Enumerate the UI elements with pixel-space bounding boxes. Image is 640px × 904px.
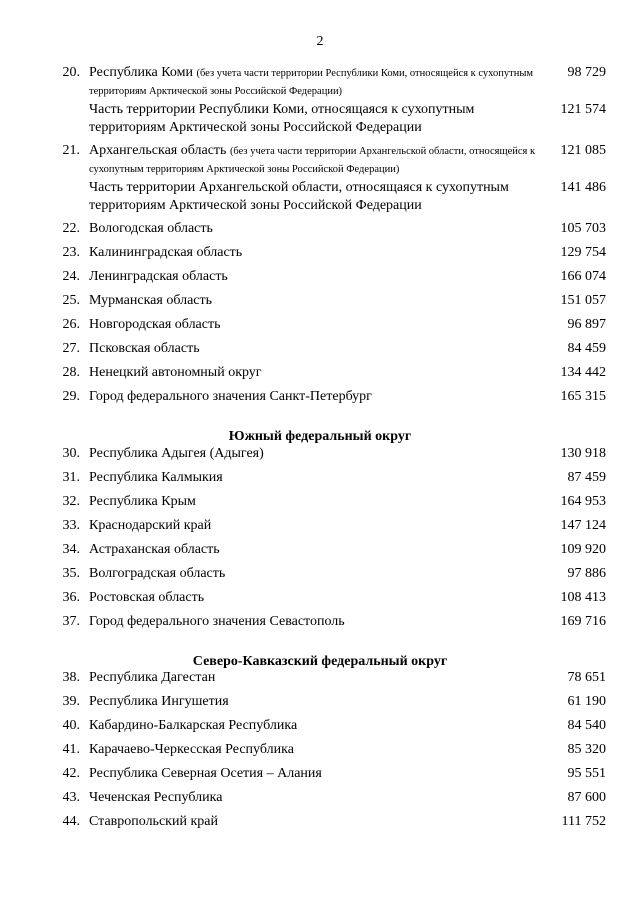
row-number: 29. <box>62 389 80 404</box>
row-name: Вологодская область <box>89 221 213 236</box>
row-value: 169 716 <box>560 614 606 629</box>
row-number: 24. <box>62 269 80 284</box>
row-name: Псковская область <box>89 341 200 356</box>
row-name: Республика Дагестан <box>89 670 216 685</box>
row-number: 22. <box>62 221 80 236</box>
row-name: Чеченская Республика <box>89 790 223 805</box>
row-value: 85 320 <box>567 742 606 757</box>
row-name: Ленинградская область <box>89 269 228 284</box>
row-name <box>89 142 547 178</box>
row-name: Республика Адыгея (Адыгея) <box>89 446 264 461</box>
row-value: 105 703 <box>560 221 606 236</box>
row-number: 31. <box>62 470 80 485</box>
row-name: Ненецкий автономный округ <box>89 365 262 380</box>
row-number: 41. <box>62 742 80 757</box>
row-name: Ростовская область <box>89 590 205 605</box>
row-number: 30. <box>62 446 80 461</box>
section-heading-north-caucasus: Северо-Кавказский федеральный округ <box>192 654 448 669</box>
page-number: 2 <box>316 34 324 49</box>
row-name: Часть территории Республики Коми, относящаяся к сухопутным территориям Арктической зоны Российской Федерации <box>89 102 475 135</box>
row-name: Республика Крым <box>89 494 196 509</box>
row-value: 87 459 <box>567 470 606 485</box>
row-value: 78 651 <box>567 670 606 685</box>
row-value: 84 540 <box>567 718 606 733</box>
row-name: Часть территории Архангельской области, относящаяся к сухопутным территориям Арктической зоны Российской Федерации <box>89 180 509 213</box>
row-number: 37. <box>62 614 80 629</box>
section-heading-south: Южный федеральный округ <box>228 429 412 444</box>
row-name: Калининградская область <box>89 245 243 260</box>
row-value: 97 886 <box>567 566 606 581</box>
row-number: 38. <box>62 670 80 685</box>
row-name: Астраханская область <box>89 542 220 557</box>
row-number: 32. <box>62 494 80 509</box>
row-value: 121 085 <box>560 143 606 158</box>
row-value: 141 486 <box>560 180 606 195</box>
row-number: 26. <box>62 317 80 332</box>
row-number: 40. <box>62 718 80 733</box>
row-value: 130 918 <box>560 446 606 461</box>
row-number: 21. <box>62 143 80 158</box>
row-number: 34. <box>62 542 80 557</box>
row-name: Новгородская область <box>89 317 221 332</box>
row-value: 108 413 <box>560 590 606 605</box>
row-value: 111 752 <box>561 814 606 829</box>
row-name: Город федерального значения Санкт-Петербург <box>89 389 372 404</box>
row-number: 28. <box>62 365 80 380</box>
row-name: Волгоградская область <box>89 566 226 581</box>
row-name <box>89 64 547 100</box>
row-name: Республика Северная Осетия – Алания <box>89 766 322 781</box>
row-number: 20. <box>62 65 80 80</box>
row-value: 109 920 <box>560 542 606 557</box>
row-name: Республика Ингушетия <box>89 694 229 709</box>
row-name: Мурманская область <box>89 293 213 308</box>
row-number: 43. <box>62 790 80 805</box>
row-name-main: Республика Коми <box>89 65 193 80</box>
row-number: 39. <box>62 694 80 709</box>
row-value: 151 057 <box>560 293 606 308</box>
row-number: 23. <box>62 245 80 260</box>
row-name: Краснодарский край <box>89 518 212 533</box>
row-value: 164 953 <box>560 494 606 509</box>
row-value: 95 551 <box>567 766 606 781</box>
row-note: (без учета части территории Архангельской области, относящейся к сухопутным территориям Арктической зоны Российской Федерации) <box>89 146 536 175</box>
row-number: 42. <box>62 766 80 781</box>
row-number: 35. <box>62 566 80 581</box>
row-value: 121 574 <box>560 102 606 117</box>
row-value: 96 897 <box>567 317 606 332</box>
row-value: 147 124 <box>560 518 606 533</box>
row-number: 44. <box>62 814 80 829</box>
row-value: 166 074 <box>560 269 606 284</box>
row-number: 25. <box>62 293 80 308</box>
row-value: 61 190 <box>567 694 606 709</box>
row-name: Город федерального значения Севастополь <box>89 614 345 629</box>
row-value: 98 729 <box>567 65 606 80</box>
row-number: 27. <box>62 341 80 356</box>
row-value: 129 754 <box>560 245 606 260</box>
row-name: Кабардино-Балкарская Республика <box>89 718 298 733</box>
row-name-main: Архангельская область <box>89 143 227 158</box>
row-name: Республика Калмыкия <box>89 470 223 485</box>
row-number: 33. <box>62 518 80 533</box>
row-name: Ставропольский край <box>89 814 218 829</box>
row-name: Карачаево-Черкесская Республика <box>89 742 294 757</box>
row-value: 84 459 <box>567 341 606 356</box>
row-value: 165 315 <box>560 389 606 404</box>
row-note: (без учета части территории Республики Коми, относящейся к сухопутным территориям Арктической зоны Российской Федерации) <box>89 68 534 97</box>
row-value: 134 442 <box>560 365 606 380</box>
row-number: 36. <box>62 590 80 605</box>
row-value: 87 600 <box>567 790 606 805</box>
